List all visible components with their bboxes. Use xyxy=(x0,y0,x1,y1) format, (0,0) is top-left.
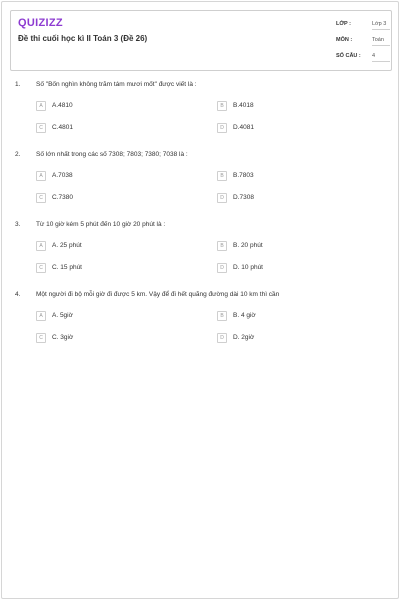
meta-value: 4 xyxy=(372,53,390,62)
option-letter-box: C xyxy=(36,333,46,343)
option-text: C. 3giờ xyxy=(52,334,74,341)
option-letter-box: B xyxy=(217,101,227,111)
option-text: A.7038 xyxy=(52,172,73,179)
option-letter-box: D xyxy=(217,193,227,203)
quizizz-logo: QUIZIZZ xyxy=(18,17,63,29)
option-text: D. 2giờ xyxy=(233,334,255,341)
meta-label: MÔN : xyxy=(336,37,353,43)
worksheet-meta xyxy=(336,17,392,65)
option-text: D. 10 phút xyxy=(233,264,263,271)
option-letter-box: A xyxy=(36,311,46,321)
option-text: C.7380 xyxy=(52,194,73,201)
meta-row-class xyxy=(336,17,392,33)
meta-row-subject xyxy=(336,33,392,49)
meta-value: Toán xyxy=(372,37,390,46)
option-text: B.7803 xyxy=(233,172,254,179)
worksheet-header xyxy=(10,10,392,71)
option-letter-box: A xyxy=(36,171,46,181)
option-text: A. 25 phút xyxy=(52,242,82,249)
meta-value: Lớp 3 xyxy=(372,21,390,30)
option-text: D.4081 xyxy=(233,124,254,131)
question-number: 1. xyxy=(15,81,21,88)
meta-row-question-count xyxy=(336,49,392,65)
question-text: Một người đi bộ mỗi giờ đi được 5 km. Vậy để đi hết quãng đường dài 10 km thì cần xyxy=(36,291,280,298)
option-letter-box: B xyxy=(217,311,227,321)
question-text: Từ 10 giờ kém 5 phút đến 10 giờ 20 phút là : xyxy=(36,221,166,228)
option-text: B.4018 xyxy=(233,102,254,109)
option-letter-box: D xyxy=(217,263,227,273)
option-text: D.7308 xyxy=(233,194,254,201)
question-number: 3. xyxy=(15,221,21,228)
option-letter-box: B xyxy=(217,241,227,251)
option-letter-box: B xyxy=(217,171,227,181)
option-text: C.4801 xyxy=(52,124,73,131)
option-letter-box: D xyxy=(217,123,227,133)
option-letter-box: D xyxy=(217,333,227,343)
worksheet-page xyxy=(1,1,399,599)
question-text: Số "Bốn nghìn không trăm tám mươi mốt" được viết là : xyxy=(36,81,197,88)
option-letter-box: C xyxy=(36,123,46,133)
worksheet-title: Đề thi cuối học kì II Toán 3 (Đề 26) xyxy=(18,34,148,43)
option-text: A.4810 xyxy=(52,102,73,109)
option-text: A. 5giờ xyxy=(52,312,73,319)
option-text: B. 20 phút xyxy=(233,242,263,249)
option-text: B. 4 giờ xyxy=(233,312,256,319)
meta-label: SỐ CÂU : xyxy=(336,53,361,59)
option-text: C. 15 phút xyxy=(52,264,82,271)
option-letter-box: A xyxy=(36,101,46,111)
option-letter-box: C xyxy=(36,193,46,203)
option-letter-box: A xyxy=(36,241,46,251)
question-number: 4. xyxy=(15,291,21,298)
meta-label: LỚP : xyxy=(336,21,351,27)
question-number: 2. xyxy=(15,151,21,158)
question-text: Số lớn nhất trong các số 7308; 7803; 7380; 7038 là : xyxy=(36,151,188,158)
option-letter-box: C xyxy=(36,263,46,273)
